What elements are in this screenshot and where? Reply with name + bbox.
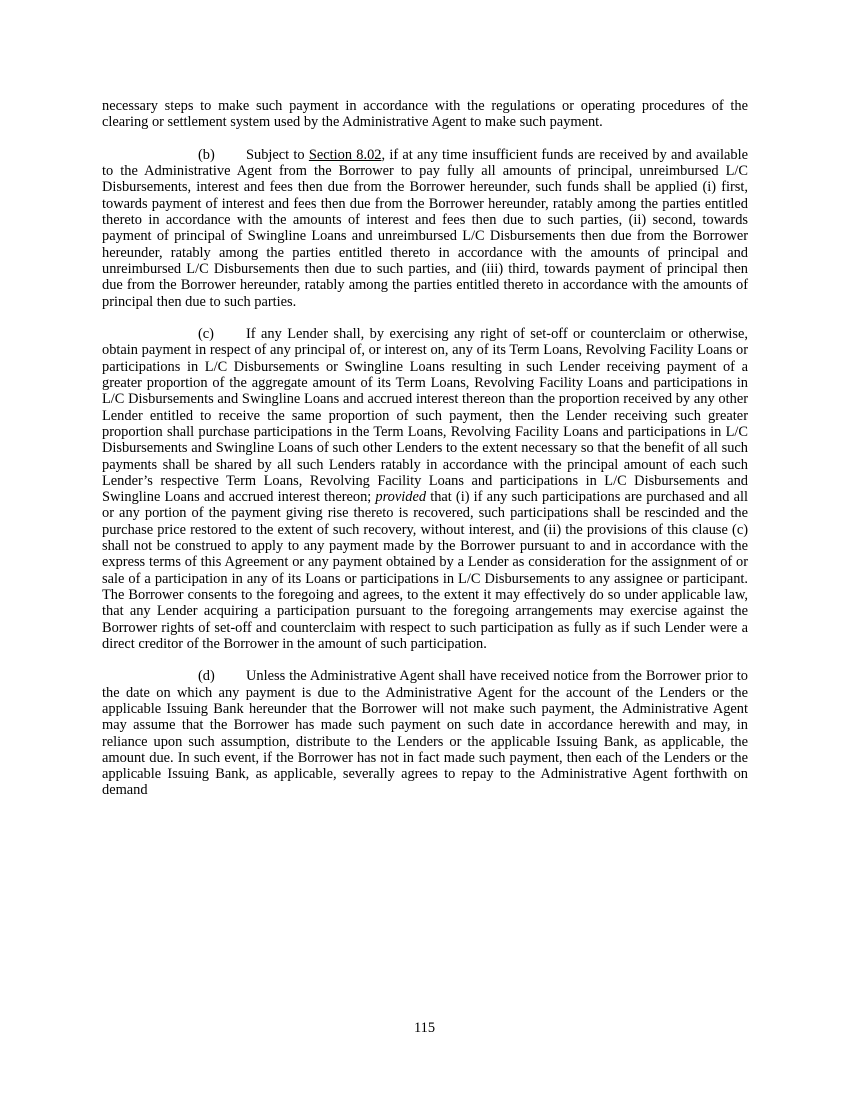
paragraph-b-body: , if at any time insufficient funds are received by and available to the Administrative Agent from the Borrower to pay fully all amounts of principal, unreimbursed L/C Disbursements, interest and fees then due from the Borrower hereunder, such funds shall be applied (i) first, towards payment of interest and fees then due from the Borrower hereunder, ratably among the parties entitled thereto in accordance with the amounts of interest and fees then due to such parties, (ii) second, towards payment of principal of Swingline Loans and unreimbursed L/C Disbursements then due from the Borrower hereunder, ratably among the parties entitled thereto in accordance with the amounts of principal and unreimbursed L/C Disbursements then due to such parties, and (iii) third, towards payment of principal then due from the Borrower hereunder, ratably among the parties entitled thereto in accordance with the amounts of principal then due to such parties. (102, 146, 748, 310)
paragraph-b-lead: Subject to (246, 146, 309, 163)
paragraph-b-label: (b) (198, 146, 215, 163)
paragraph-d (102, 668, 748, 798)
paragraph-b (102, 147, 748, 310)
paragraph-d-body: Unless the Administrative Agent shall have received notice from the Borrower prior to the date on which any payment is due to the Administrative Agent for the account of the Lenders or the applicable Issuing Bank hereunder that the Borrower will not make such payment, the Administrative Agent may assume that the Borrower has made such payment on such date in accordance herewith and may, in reliance upon such assumption, distribute to the Lenders or the applicable Issuing Bank, as applicable, the amount due. In such event, if the Borrower has not in fact made such payment, then each of the Lenders or the applicable Issuing Bank, as applicable, severally agrees to repay to the Administrative Agent forthwith on demand (102, 668, 748, 799)
paragraph-c-body-1: If any Lender shall, by exercising any right of set-off or counterclaim or otherwise, obtain payment in respect of any principal of, or interest on, any of its Term Loans, Revolving Facility Loans or participations in L/C Disbursements or Swingline Loans resulting in such Lender receiving payment of a greater proportion of the aggregate amount of its Term Loans, Revolving Facility Loans and participations in L/C Disbursements and Swingline Loans and accrued interest thereon than the proportion received by any other Lender entitled to receive the same proportion of such payment, then the Lender receiving such greater proportion shall purchase participations in the Term Loans, Revolving Facility Loans and participations in L/C Disbursements and Swingline Loans of such other Lenders to the extent necessary so that the benefit of all such payments shall be shared by all such Lenders ratably in accordance with the principal amount of each such Lender’s respective Term Loans, Revolving Facility Loans and participations in L/C Disbursements and Swingline Loans and accrued interest thereon; (102, 326, 748, 506)
paragraph-c-label: (c) (198, 326, 214, 343)
paragraph-intro-text: necessary steps to make such payment in accordance with the regulations or operating procedures of the clearing or settlement system used by the Administrative Agent to make such payment. (102, 98, 748, 131)
paragraph-c-body-2: that (i) if any such participations are purchased and all or any portion of the payment giving rise thereto is recovered, such participations shall be rescinded and the purchase price restored to the extent of such recovery, without interest, and (ii) the provisions of this clause (c) shall not be construed to apply to any payment made by the Borrower pursuant to and in accordance with the express terms of this Agreement or any payment obtained by a Lender as consideration for the assignment of or sale of a participation in any of its Loans or participations in L/C Disbursements to any assignee or participant. The Borrower consents to the foregoing and agrees, to the extent it may effectively do so under applicable law, that any Lender acquiring a participation pursuant to the foregoing arrangements may exercise against the Borrower rights of set-off and counterclaim with respect to such participation as fully as if such Lender were a direct creditor of the Borrower in the amount of such participation. (102, 489, 748, 652)
paragraph-c-proviso: provided (375, 489, 427, 506)
section-reference-link[interactable]: Section 8.02 (308, 146, 382, 163)
paragraph-c (102, 326, 748, 652)
page-number: 115 (413, 1020, 436, 1036)
document-page (102, 98, 748, 815)
paragraph-d-label: (d) (198, 668, 215, 685)
paragraph-intro (102, 98, 748, 131)
